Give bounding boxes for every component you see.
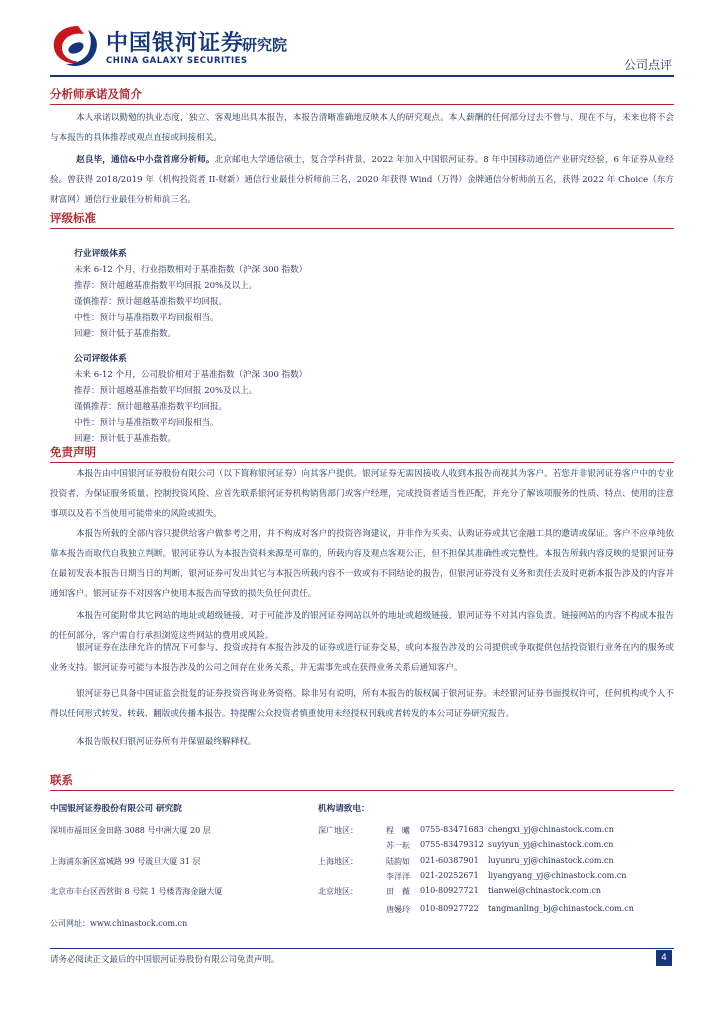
contact-person-name: 李洋洋 [386, 872, 410, 881]
contact-person-email[interactable]: luyunru_yj@chinastock.com.cn [488, 856, 614, 865]
company-rating-line: 谨慎推荐：预计超越基准指数平均回报。 [74, 402, 228, 412]
company-rating-line: 推荐：预计超越基准指数平均回报 20%及以上。 [74, 386, 258, 396]
contact-person-name: 唐嫚玲 [386, 905, 410, 914]
disclaimer-text: 银河证券已具备中国证监会批复的证券投资咨询业务资格。除非另有说明，所有本报告的版权属于银河证券。未经银河证券书面授权许可，任何机构或个人不得以任何形式转发、转载、翻版或传播本报告。特提醒公众投资者慎重使用未经授权刊载或者转发的本公司证券研究报告。 [50, 689, 674, 719]
contact-person-phone: 021-60387901 [420, 856, 479, 865]
contact-person-email[interactable]: liyangyang_yj@chinastock.com.cn [488, 871, 627, 880]
report-type: 公司点评 [623, 58, 672, 72]
galaxy-logo-icon [48, 22, 104, 70]
contact-region: 上海地区： [318, 857, 358, 866]
contact-region: 深广地区： [318, 826, 358, 835]
industry-rating-line: 谨慎推荐：预计超越基准指数平均回报。 [74, 297, 228, 307]
contact-person-email[interactable]: suyiyun_yj@chinastock.com.cn [488, 840, 614, 849]
disclaimer-paragraph [50, 464, 674, 524]
company-rating-line: 回避：预计低于基准指数。 [74, 434, 177, 444]
section-heading-disclaimer: 免责声明 [50, 444, 674, 463]
disclaimer-paragraph [50, 684, 674, 724]
footer-note: 请务必阅读正文最后的中国银河证券股份有限公司免责声明。 [50, 955, 280, 965]
contact-person-phone: 021-20252671 [420, 871, 479, 880]
analyst-bio-text: 北京邮电大学通信硕士，复合学科背景，2022 年加入中国银河证券。8 年中国移动通信产业研究经验，6 年证券从业经验。曾获得 2018/2019 年（机构投资者 II-财新）通信行业最佳分析师前三名，2020 年获得 Wind（万得）金牌通信分析师前五名，获得 2022 年 Choice（东方财富网）通信行业最佳分析师前三名。 [50, 155, 674, 205]
section-heading-contact: 联系 [50, 772, 674, 791]
contact-address: 上海浦东新区富城路 99 号震旦大厦 31 层 [50, 857, 201, 866]
company-rating-line: 中性：预计与基准指数平均回报相当。 [74, 418, 219, 428]
industry-rating-line: 推荐：预计超越基准指数平均回报 20%及以上。 [74, 281, 258, 291]
contact-person-email[interactable]: tianwei@chinastock.com.cn [488, 886, 602, 895]
industry-rating-line: 回避：预计低于基准指数。 [74, 329, 177, 339]
disclaimer-text: 本报告版权归银河证券所有并保留最终解释权。 [76, 737, 257, 747]
header-divider [50, 75, 674, 77]
company-logo [48, 22, 248, 70]
disclaimer-text: 本报告由中国银河证券股份有限公司（以下简称银河证券）向其客户提供。银河证券无需因接收人收到本报告而视其为客户。若您并非银河证券客户中的专业投资者，为保证服务质量、控制投资风险、应首先联系银河证券机构销售部门或客户经理，完成投资者适当性匹配，并充分了解该项服务的性质、特点、使用的注意事项以及若不当使用可能带来的风险或损失。 [50, 469, 674, 519]
brand-institute: 研究院 [242, 36, 288, 54]
company-website[interactable]: 公司网址：www.chinastock.com.cn [50, 919, 188, 928]
brand-name-cn: 中国银河证券 [106, 31, 245, 56]
disclaimer-text: 本报告所载的全部内容只提供给客户做参考之用，并不构成对客户的投资咨询建议，并非作为买卖、认购证券或其它金融工具的邀请或保证。客户不应单纯依靠本报告而取代自我独立判断。银河证券认为本报告资料来源是可靠的，所载内容及观点客观公正，但不担保其准确性或完整性。本报告所载内容反映的是银河证券在最初发表本报告日期当日的判断，银河证券可发出其它与本报告所载内容不一致或有不同结论的报告，但银河证券没有义务和责任去及时更新本报告涉及的内容并通知客户。银河证券不对因客户使用本报告而导致的损失负任何责任。 [50, 529, 674, 599]
industry-rating-line: 中性：预计与基准指数平均回报相当。 [74, 313, 219, 323]
contact-person-name: 程 曦 [386, 826, 410, 835]
brand-name-en: CHINA GALAXY SECURITIES [106, 56, 248, 66]
analyst-name: 赵良毕，通信&中小盘首席分析师。 [76, 155, 215, 165]
contact-person-email[interactable]: chengxi_yj@chinastock.com.cn [488, 825, 614, 834]
industry-rating-line: 未来 6-12 个月，行业指数相对于基准指数（沪深 300 指数） [74, 265, 308, 275]
contact-person-name: 田 薇 [386, 887, 410, 896]
section-heading-analyst: 分析师承诺及简介 [50, 86, 674, 105]
footer-divider [50, 948, 674, 949]
contact-person-phone: 0755-83479312 [420, 840, 484, 849]
disclaimer-paragraph [50, 638, 674, 678]
analyst-commitment [50, 108, 674, 148]
contact-person-email[interactable]: tangmanling_bj@chinastock.com.cn [488, 904, 634, 913]
contact-person-name: 苏一耘 [386, 841, 410, 850]
contact-person-name: 陆韵如 [386, 857, 410, 866]
contact-address: 深圳市福田区金田路 3088 号中洲大厦 20 层 [50, 826, 211, 835]
contact-company: 中国银河证券股份有限公司 研究院 [50, 804, 182, 814]
contact-address: 北京市丰台区西营街 8 号院 1 号楼青海金融大厦 [50, 887, 223, 896]
contact-person-phone: 010-80927721 [420, 886, 479, 895]
contact-person-phone: 010-80927722 [420, 904, 479, 913]
contact-inst-sales: 机构请致电： [318, 804, 370, 814]
company-rating-line: 未来 6-12 个月，公司股价相对于基准指数（沪深 300 指数） [74, 370, 308, 380]
analyst-commitment-text: 本人承诺以勤勉的执业态度，独立、客观地出具本报告，本报告清晰准确地反映本人的研究观点。本人薪酬的任何部分过去不曾与、现在不与，未来也将不会与本报告的具体推荐或观点直接或间接相关。 [50, 113, 674, 143]
industry-rating-heading: 行业评级体系 [74, 249, 127, 259]
disclaimer-paragraph [50, 524, 674, 604]
contact-person-phone: 0755-83471683 [420, 825, 484, 834]
section-heading-rating: 评级标准 [50, 210, 674, 229]
contact-region: 北京地区： [318, 887, 358, 896]
page-number: 4 [656, 950, 672, 966]
analyst-bio [50, 150, 674, 210]
disclaimer-text: 本报告可能附带其它网站的地址或超级链接，对于可能涉及的银河证券网站以外的地址或超级链接，银河证券不对其内容负责。链接网站的内容不构成本报告的任何部分，客户需自行承担浏览这些网站的费用或风险。 [50, 611, 674, 641]
disclaimer-text: 银河证券在法律允许的情况下可参与、投资或持有本报告涉及的证券或进行证券交易，或向本报告涉及的公司提供或争取提供包括投资银行业务在内的服务或业务支持。银河证券可能与本报告涉及的公司之间存在业务关系，并无需事先或在获得业务关系后通知客户。 [50, 643, 674, 673]
company-rating-heading: 公司评级体系 [74, 354, 127, 364]
disclaimer-paragraph [50, 732, 674, 752]
